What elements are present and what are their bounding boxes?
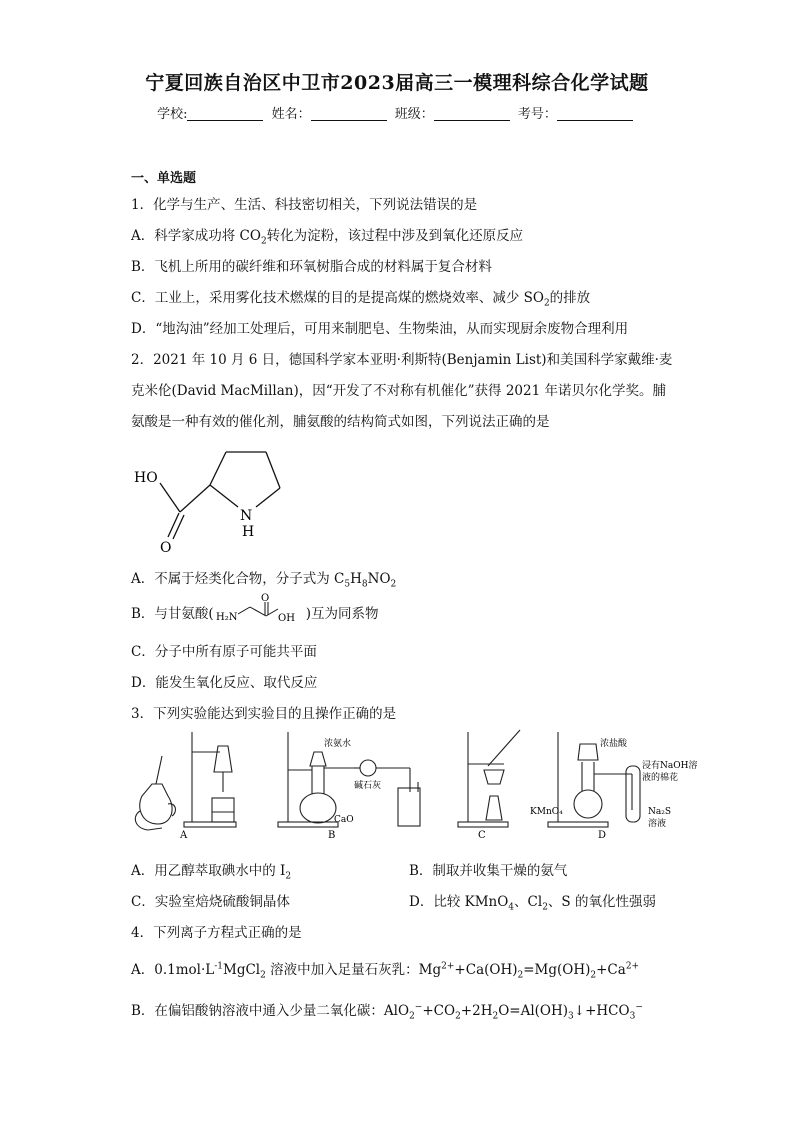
q4-option-b: B．在偏铝酸钠溶液中通入少量二氧化碳：$AlO_2^-+CO_2+2H_2O=Al(OH)_3↓+HCO_3^-$ — [131, 1002, 643, 1022]
hcl-label: 浓盐酸 — [600, 739, 628, 749]
solution-label: 溶液 — [648, 819, 667, 829]
q3-option-c: C．实验室焙烧硫酸铜晶体 — [131, 894, 290, 910]
student-info-line — [0, 103, 794, 122]
q1-stem: 1．化学与生产、生活、科技密切相关，下列说法错误的是 — [131, 197, 478, 213]
q1-option-c: C．工业上，采用雾化技术燃煤的目的是提高煤的燃烧效率、减少 $SO_2$的排放 — [131, 290, 591, 309]
q2-stem-line3: 氨酸是一种有效的催化剂，脯氨酸的结构简式如图，下列说法正确的是 — [131, 414, 550, 430]
amine-label: H₂N — [216, 612, 238, 623]
school-label: 学校: — [157, 107, 188, 122]
section-heading: 一、单选题 — [131, 171, 197, 186]
carbonyl-oxygen-label: O — [261, 593, 270, 604]
oxygen-label: O — [160, 540, 172, 556]
page-title: 宁夏回族自治区中卫市2023届高三一模理科综合化学试题 — [145, 72, 649, 94]
q2-option-c: C．分子中所有原子可能共平面 — [131, 644, 317, 660]
q2-stem-line2: 克米伦(David MacMillan)，因“开发了不对称有机催化”获得 2021 年诺贝尔化学奖。脯 — [131, 383, 666, 399]
q2-option-a: A．不属于烃类化合物，分子式为 $C_5H_8NO_2$ — [131, 571, 397, 590]
proline-structure — [130, 440, 300, 560]
apparatus-a-label: A — [180, 830, 188, 841]
q3-option-d: D．比较 KMnO$_4$、$Cl_2$、S 的氧化性强弱 — [409, 894, 656, 913]
q3-option-a: A．用乙醇萃取碘水中的 $I_2$ — [131, 863, 292, 882]
q4-option-a: A．$0.1mol\cdot L^{-1}MgCl_2$ 溶液中加入足量石灰乳：$Mg^{2+}+Ca(OH)_2=Mg(OH)_2+Ca^{2+}$ — [131, 961, 640, 981]
exam-number-label: 考号： — [517, 107, 557, 122]
ammonia-label: 浓氨水 — [324, 739, 352, 749]
acid-hydroxyl-label: OH — [278, 613, 295, 624]
q2-option-d: D．能发生氧化反应、取代反应 — [131, 675, 318, 691]
kmno4-label: KMnO₄ — [530, 807, 563, 817]
hydrogen-label: H — [242, 524, 255, 540]
cao-label: CaO — [334, 815, 354, 825]
exam-number-blank[interactable] — [557, 107, 633, 121]
cotton-label-2: 液的棉花 — [642, 773, 679, 783]
school-blank[interactable] — [187, 107, 263, 121]
na2s-label: Na₂S — [648, 807, 672, 817]
name-blank[interactable] — [311, 107, 387, 121]
q4-stem: 4．下列离子方程式正确的是 — [131, 925, 302, 941]
q2-stem-line1: 2．2021 年 10 月 6 日，德国科学家本亚明·利斯特(Benjamin List)和美国科学家戴维·麦 — [131, 352, 673, 368]
apparatus-b-label: B — [328, 830, 336, 841]
name-label: 姓名： — [271, 107, 311, 122]
q3-stem: 3．下列实验能达到实验目的且操作正确的是 — [131, 706, 397, 722]
q1-option-d: D．“地沟油”经加工处理后，可用来制肥皂、生物柴油，从而实现厨余废物合理利用 — [131, 321, 629, 337]
apparatus-d-label: D — [598, 830, 607, 841]
class-label: 班级： — [394, 107, 434, 122]
q1-option-b: B．飞机上所用的碳纤维和环氧树脂合成的材料属于复合材料 — [131, 259, 492, 275]
nitrogen-label: N — [240, 508, 253, 524]
q2-option-b: B．与甘氨酸( )互为同系物 — [131, 606, 379, 622]
q3-apparatus-figure — [128, 726, 708, 846]
cotton-label-1: 浸有NaOH溶 — [642, 761, 698, 771]
q1-option-a: A．科学家成功将 $CO_2$转化为淀粉，该过程中涉及到氧化还原反应 — [131, 228, 524, 247]
hydroxyl-label: HO — [134, 470, 158, 486]
class-blank[interactable] — [434, 107, 510, 121]
glycine-structure — [216, 590, 310, 626]
apparatus-c-label: C — [478, 830, 486, 841]
lime-soda-label: 碱石灰 — [354, 781, 382, 791]
q3-option-b: B．制取并收集干燥的氨气 — [409, 863, 568, 879]
